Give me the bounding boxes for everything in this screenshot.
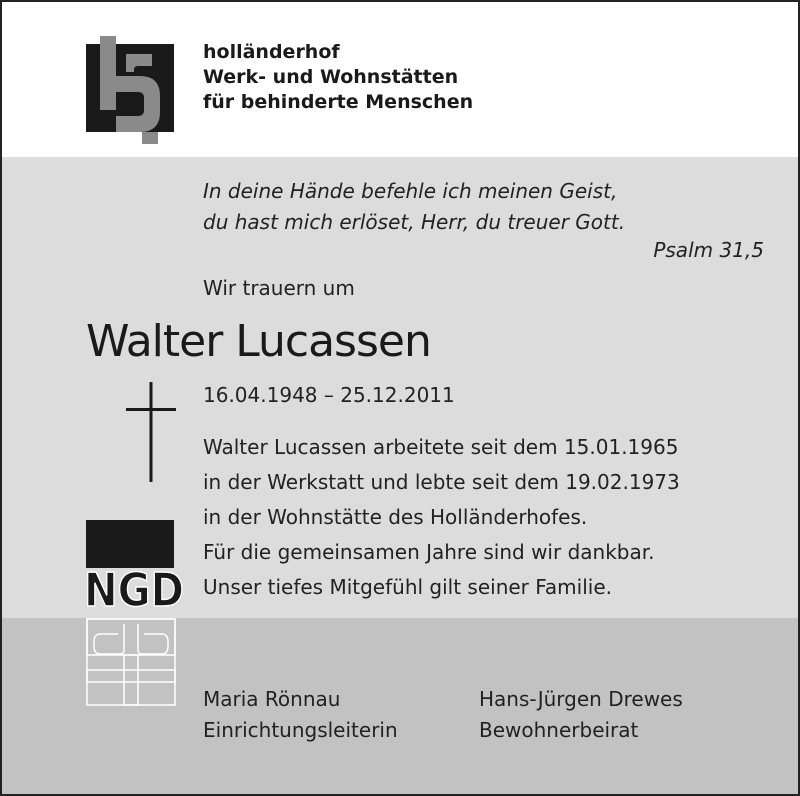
quote-line2: du hast mich erlöset, Herr, du treuer Gott. <box>203 210 626 234</box>
intro-text: Wir trauern um <box>203 276 355 300</box>
biography-line2: in der Werkstatt und lebte seit dem 19.02.1973 <box>203 470 680 494</box>
biography-line4: Für die gemeinsamen Jahre sind wir dankbar. <box>203 540 655 564</box>
signatory-right-role: Bewohnerbeirat <box>479 718 639 742</box>
organization-name-line2: Werk- und Wohnstätten <box>203 66 459 88</box>
biography-line1: Walter Lucassen arbeitete seit dem 15.01.1965 <box>203 435 679 459</box>
ngd-logo <box>84 520 186 617</box>
ngd-logo-text: NGD <box>84 563 184 617</box>
hollaenderhof-logo <box>86 36 176 144</box>
organization-name-line3: für behinderte Menschen <box>203 91 474 113</box>
signatory-right-name: Hans-Jürgen Drewes <box>479 687 683 711</box>
cross-icon <box>122 382 180 482</box>
signatory-left-name: Maria Rönnau <box>203 687 341 711</box>
signatory-left <box>203 684 398 746</box>
signatory-left-role: Einrichtungsleiterin <box>203 718 398 742</box>
quote-reference: Psalm 31,5 <box>653 238 764 262</box>
biography-line3: in der Wohnstätte des Holländerhofes. <box>203 505 588 529</box>
diakonie-logo <box>86 618 176 706</box>
bible-quote <box>203 176 625 238</box>
biography-line5: Unser tiefes Mitgefühl gilt seiner Familie. <box>203 575 612 599</box>
deceased-name: Walter Lucassen <box>86 316 431 367</box>
biography <box>203 430 680 605</box>
quote-line1: In deine Hände befehle ich meinen Geist, <box>203 179 618 203</box>
organization-name <box>203 40 473 115</box>
signatory-right <box>479 684 683 746</box>
life-dates: 16.04.1948 – 25.12.2011 <box>203 383 455 407</box>
organization-name-line1: holländerhof <box>203 41 340 63</box>
